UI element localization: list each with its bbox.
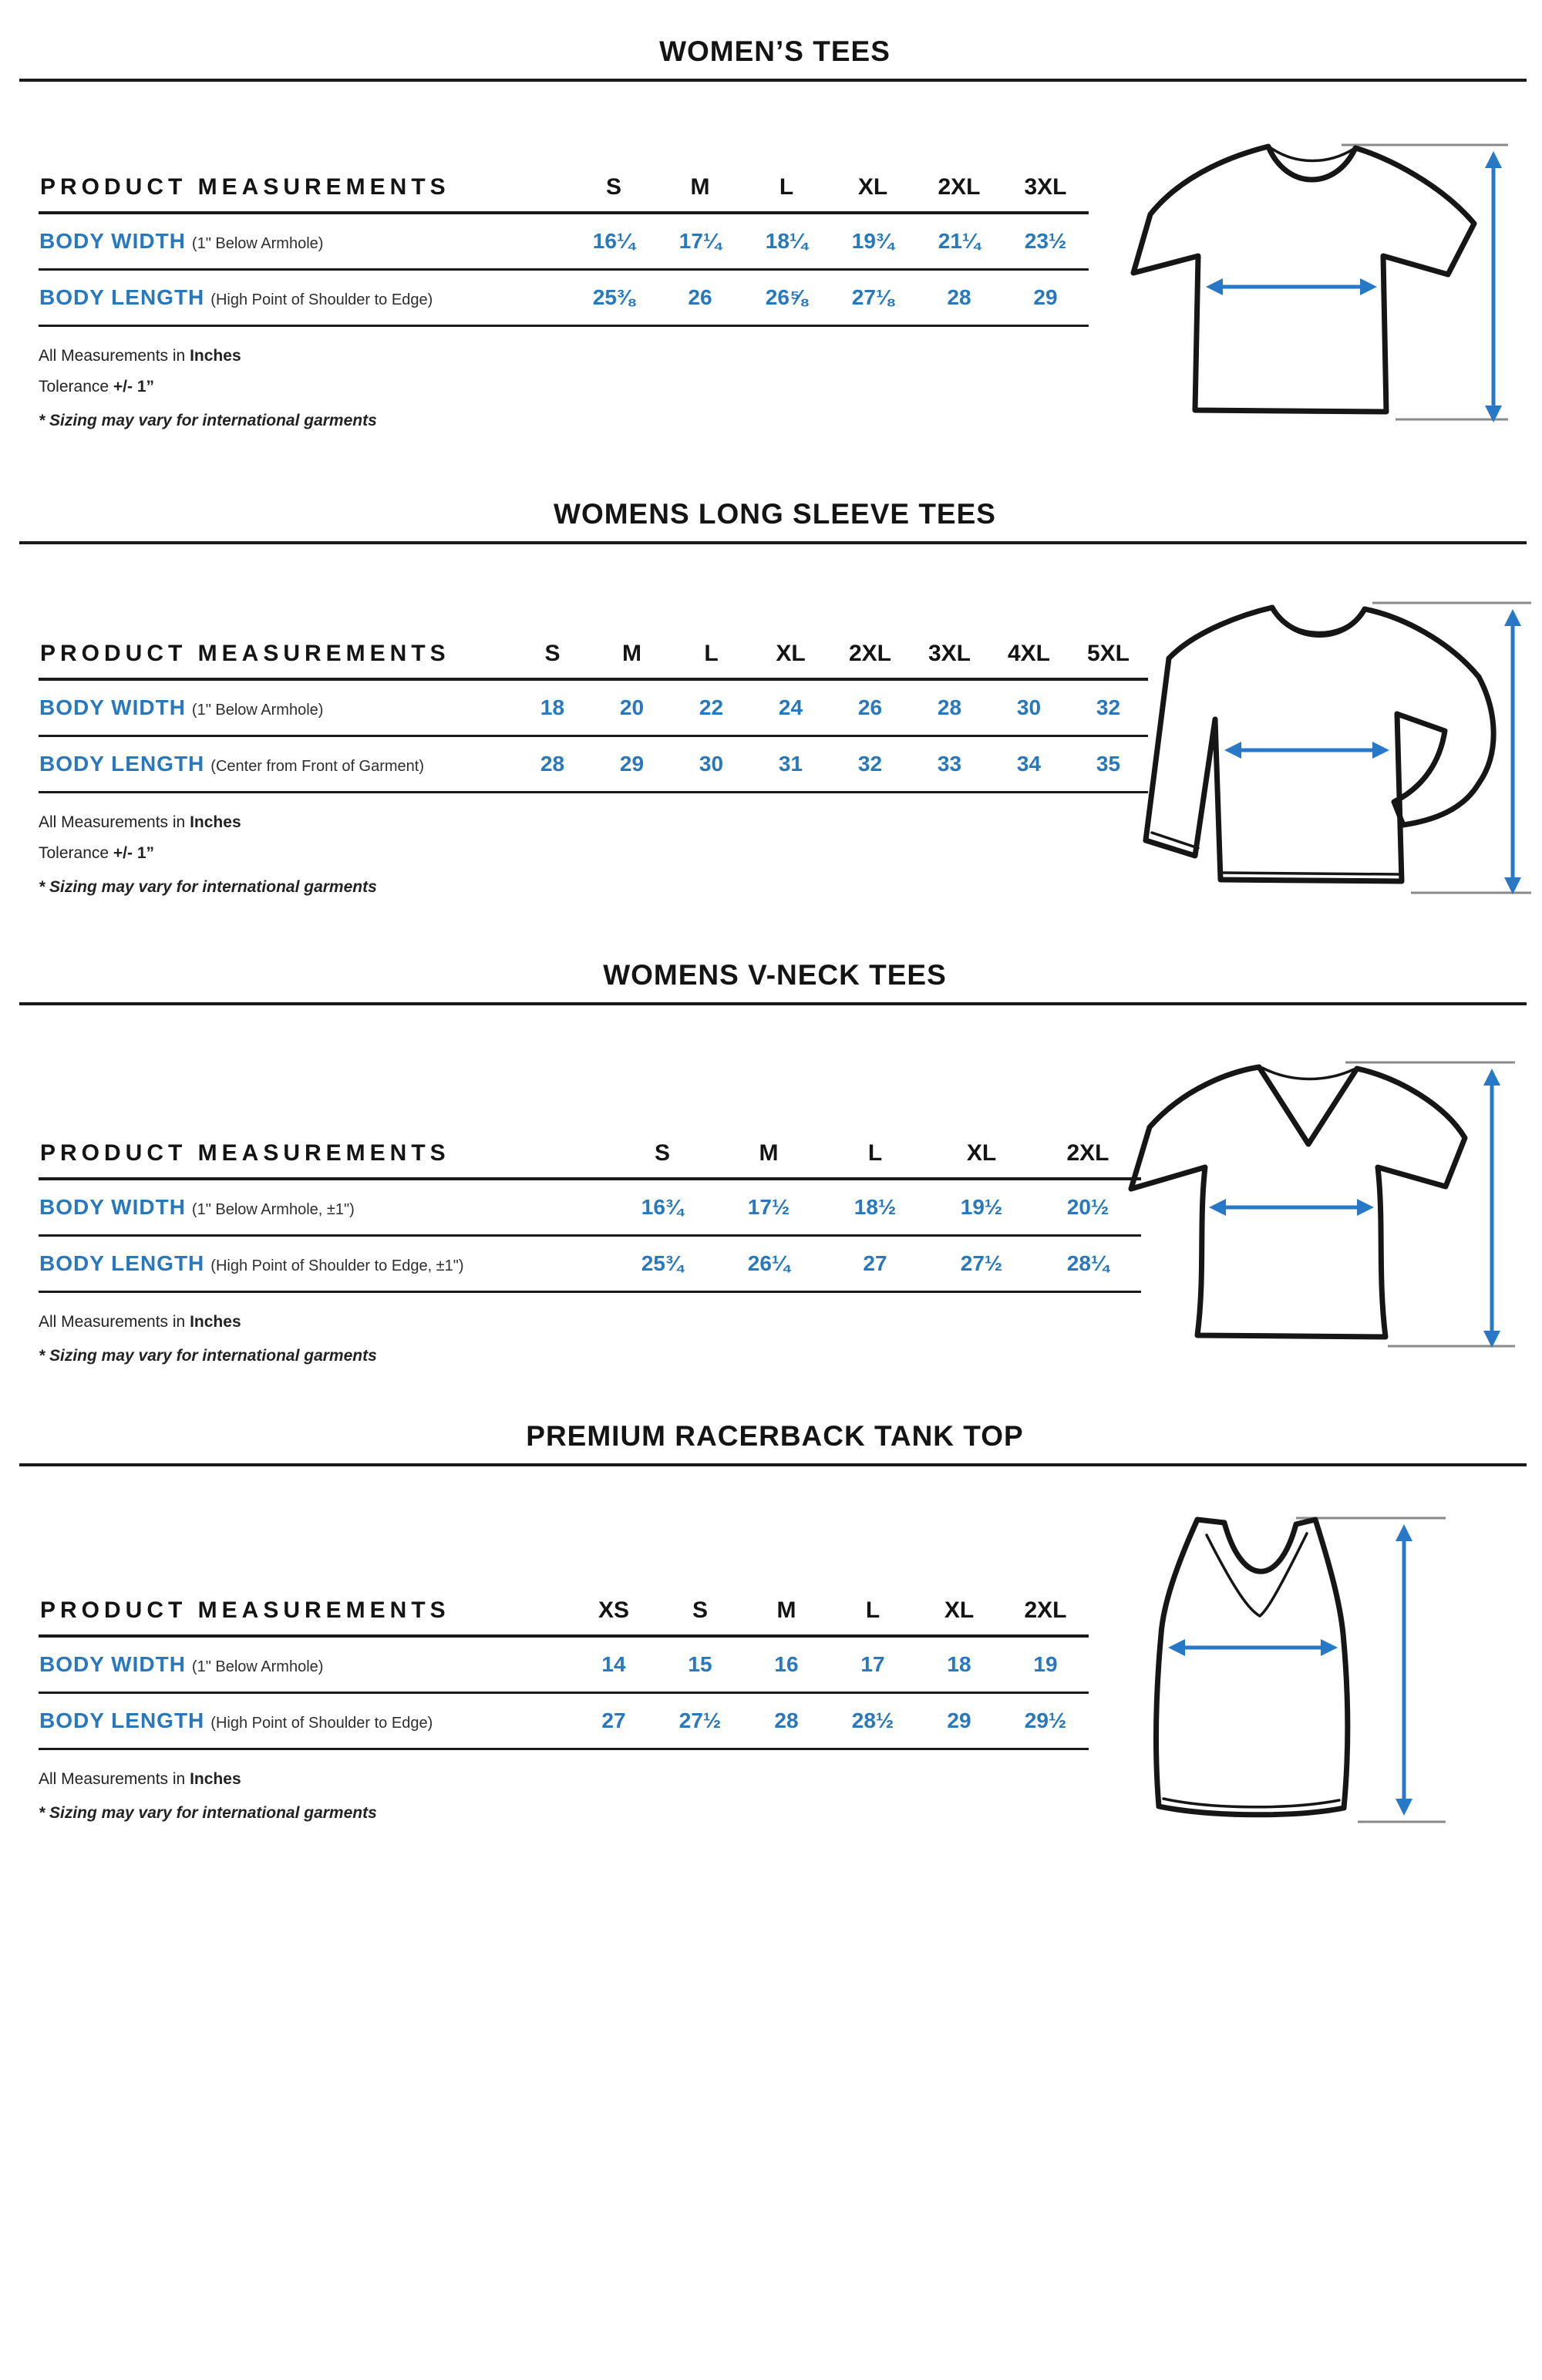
title-divider [19,79,1527,82]
size-header: XS [598,1597,630,1623]
measurement-value: 33 [937,752,962,776]
size-header: S [605,174,621,200]
title-divider [19,1002,1527,1005]
section-v-neck-tees [39,954,1511,1365]
row-sublabel: (1" Below Armhole) [191,235,324,252]
note-units: All Measurements in Inches [39,1770,241,1788]
row-sublabel: (Center from Front of Garment) [210,758,425,775]
size-header: 4XL [1007,641,1051,666]
table-header-label: PRODUCT MEASUREMENTS [40,174,450,200]
note-units: All Measurements in Inches [39,347,241,365]
measurement-value: 27 [863,1251,887,1275]
measurement-value: 26 [857,695,883,719]
size-header: S [692,1597,708,1623]
measurement-value: 18½ [853,1195,897,1219]
measurement-value: 18 [540,695,565,719]
v-neck-tee-illustration [1106,1044,1523,1356]
row-sublabel: (High Point of Shoulder to Edge) [210,291,433,308]
row-label: BODY LENGTH [39,1251,205,1275]
measurement-value: 30 [1016,695,1042,719]
size-header: 2XL [938,174,981,200]
row-sublabel: (High Point of Shoulder to Edge) [210,1715,433,1732]
row-sublabel: (1" Below Armhole, ±1") [191,1201,355,1218]
body-length-arrow-icon [1485,151,1502,422]
hem-line [1163,1799,1339,1807]
section-racerback-tank [39,1416,1511,1823]
table-header-label: PRODUCT MEASUREMENTS [40,641,450,666]
measurement-value: 27 [601,1708,626,1732]
measurement-value: 30 [699,752,724,776]
measurement-value: 18 [947,1652,971,1676]
collar-line [1270,147,1354,161]
measurement-value: 28¼ [1066,1251,1109,1275]
size-header: M [622,641,641,666]
crew-tee-illustration [1110,125,1511,433]
measurement-value: 21¼ [938,229,981,253]
measurement-value: 29 [1033,285,1058,309]
measurement-value: 28½ [851,1708,894,1732]
tank-outline [1156,1520,1347,1815]
racerback-line [1260,1533,1307,1616]
size-header: L [779,174,794,200]
long-sleeve-tee-illustration [1118,584,1534,902]
measurement-value: 26¼ [747,1251,790,1275]
measurements-table [39,641,1148,793]
measurement-value: 26⅝ [765,285,808,309]
measurements-table [39,174,1089,327]
measurement-value: 29½ [1024,1708,1067,1732]
measurement-value: 27½ [960,1251,1003,1275]
table-row [39,1179,1141,1236]
size-header: M [759,1140,779,1166]
size-header: XL [966,1140,997,1166]
row-label: BODY LENGTH [39,1708,205,1732]
tee-outline [1133,146,1474,412]
body-width-arrow-icon [1224,742,1389,759]
body-width-arrow-icon [1206,278,1377,295]
section-title: PREMIUM RACERBACK TANK TOP [526,1420,1024,1452]
measurement-value: 24 [778,695,803,719]
measurements-table [39,1597,1089,1750]
body-length-arrow-icon [1504,609,1521,894]
measurement-value: 34 [1016,752,1042,776]
body-length-arrow-icon [1483,1069,1500,1348]
size-header: S [654,1140,670,1166]
note-tolerance: Tolerance +/- 1” [39,844,155,862]
title-divider [19,1463,1527,1466]
size-header: 2XL [1024,1597,1067,1623]
size-header: S [544,641,561,666]
row-sublabel: (1" Below Armhole) [191,702,324,719]
size-header: M [776,1597,796,1623]
table-row [39,1693,1089,1749]
measurement-value: 28 [540,752,565,776]
tee-body-outline [1146,608,1402,881]
section-long-sleeve-tees [39,493,1511,897]
size-header: XL [944,1597,975,1623]
body-width-arrow-icon [1168,1639,1338,1656]
measurement-value: 22 [699,695,724,719]
measurement-value: 15 [688,1652,712,1676]
row-sublabel: (1" Below Armhole) [191,1658,324,1675]
section-title: WOMENS LONG SLEEVE TEES [554,498,996,530]
measurement-value: 25⅜ [592,285,635,309]
measurement-value: 29 [619,752,645,776]
note-sizing: * Sizing may vary for international garments [39,878,377,896]
measurement-value: 16¼ [592,229,635,253]
measurement-value: 27½ [678,1708,722,1732]
table-header-label: PRODUCT MEASUREMENTS [40,1140,450,1166]
measurement-value: 25¾ [641,1251,684,1275]
measurement-value: 26 [688,285,712,309]
measurement-value: 17 [860,1652,885,1676]
size-header: XL [776,641,806,666]
table-row [39,1236,1141,1292]
size-header: L [865,1597,880,1623]
note-sizing: * Sizing may vary for international garments [39,412,377,429]
measurement-value: 19¾ [851,229,894,253]
measurement-value: 27⅛ [851,285,894,309]
racerback-tank-illustration [1089,1496,1452,1830]
note-sizing: * Sizing may vary for international garments [39,1347,377,1365]
size-header: L [704,641,719,666]
measurement-value: 29 [947,1708,971,1732]
row-label: BODY WIDTH [39,1195,186,1219]
size-header: 3XL [928,641,971,666]
table-row [39,679,1148,736]
section-title: WOMENS V-NECK TEES [603,959,947,991]
measurements-table [39,1140,1141,1293]
row-label: BODY WIDTH [39,1652,186,1676]
row-label: BODY WIDTH [39,229,186,253]
measurement-value: 28 [937,695,962,719]
bent-sleeve-outline [1365,609,1493,825]
body-width-arrow-icon [1209,1199,1374,1216]
note-tolerance: Tolerance +/- 1” [39,378,155,396]
measurement-value: 32 [857,752,883,776]
measurement-value: 14 [601,1652,626,1676]
measurement-value: 23½ [1024,229,1067,253]
row-label: BODY WIDTH [39,695,186,719]
measurement-value: 20 [619,695,645,719]
row-sublabel: (High Point of Shoulder to Edge, ±1") [210,1257,464,1274]
section-womens-tees [39,31,1511,430]
measurement-value: 17¼ [678,229,722,253]
hem-line [1224,873,1399,874]
measurement-value: 32 [1096,695,1121,719]
measurement-value: 16 [774,1652,799,1676]
table-header-label: PRODUCT MEASUREMENTS [40,1597,450,1623]
table-row [39,270,1089,326]
size-header: L [867,1140,883,1166]
row-label: BODY LENGTH [39,285,205,309]
size-header: 2XL [1066,1140,1109,1166]
table-row [39,213,1089,270]
table-row [39,736,1148,793]
row-label: BODY LENGTH [39,752,205,776]
measurement-value: 28 [947,285,971,309]
size-header: M [690,174,710,200]
measurement-value: 17½ [747,1195,790,1219]
measurement-value: 19½ [960,1195,1003,1219]
measurement-value: 18¼ [765,229,808,253]
measurement-value: 16¾ [641,1195,684,1219]
collar-line [1262,1068,1354,1079]
note-sizing: * Sizing may vary for international garments [39,1804,377,1822]
table-row [39,1636,1089,1693]
note-units: All Measurements in Inches [39,1313,241,1331]
size-header: 5XL [1086,641,1130,666]
size-header: 2XL [848,641,892,666]
measurement-value: 31 [778,752,803,776]
size-header: XL [857,174,888,200]
title-divider [19,541,1527,544]
measurement-value: 20½ [1066,1195,1109,1219]
measurement-value: 35 [1096,752,1121,776]
size-header: 3XL [1024,174,1067,200]
measurement-value: 19 [1033,1652,1058,1676]
note-units: All Measurements in Inches [39,813,241,831]
measurement-value: 28 [774,1708,799,1732]
section-title: WOMEN’S TEES [659,35,891,67]
v-neck-outline [1131,1067,1465,1337]
body-length-arrow-icon [1396,1524,1412,1816]
